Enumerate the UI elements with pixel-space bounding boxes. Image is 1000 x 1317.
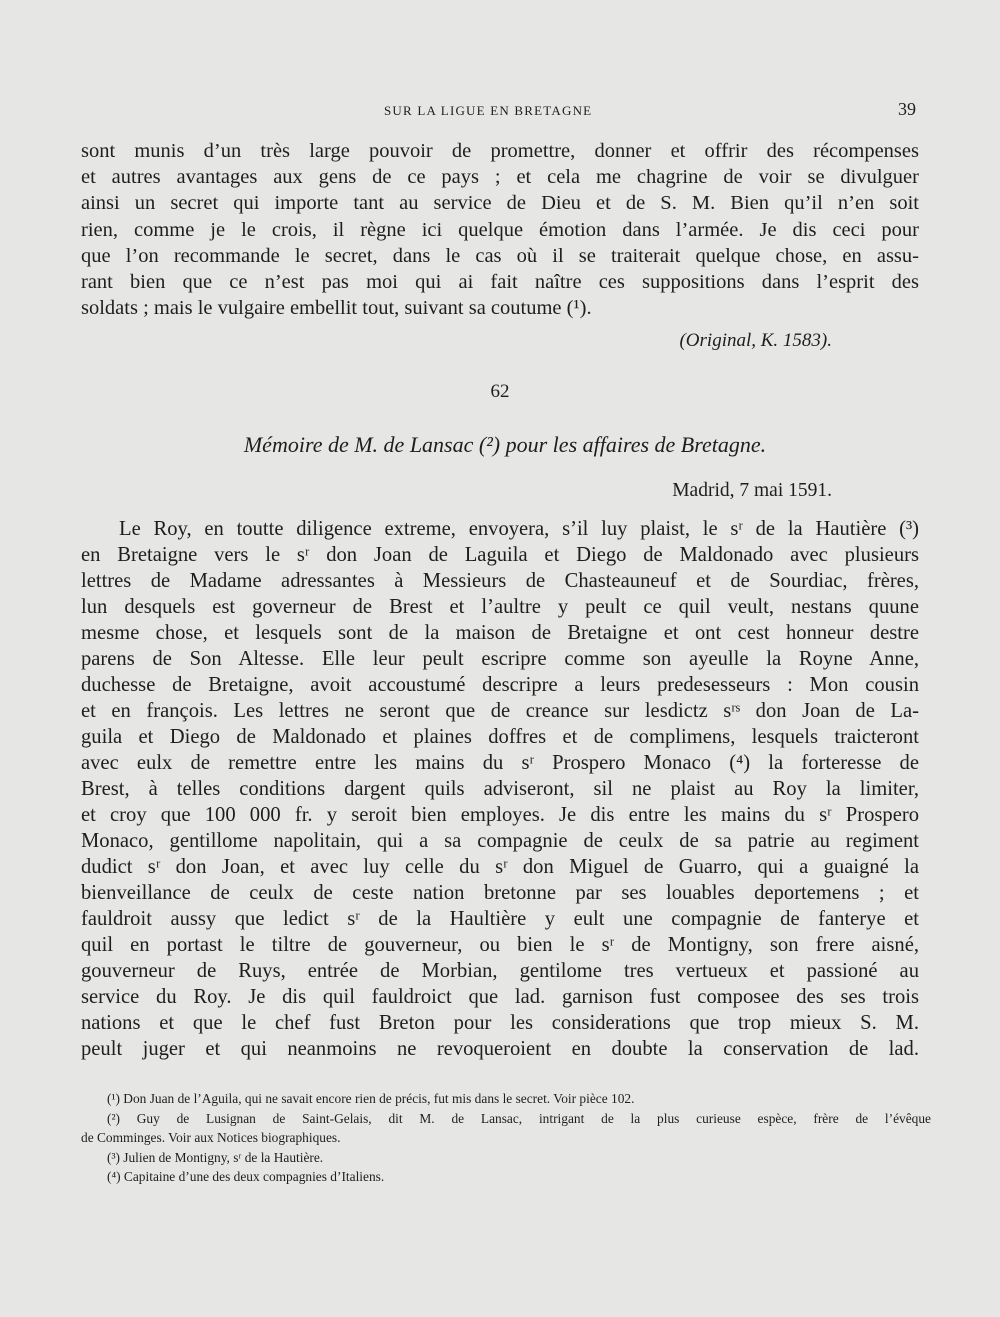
text-line: avec eulx de remettre entre les mains du sʳ Prospero Monaco (⁴) la forteresse de bbox=[81, 752, 919, 774]
text-line: duchesse de Bretaigne, avoit accoustumé descripre a leurs predesesseurs : Mon cousin bbox=[81, 674, 919, 696]
text-line: et autres avantages aux gens de ce pays ; et cela me chagrine de voir se divulguer bbox=[81, 166, 919, 189]
text-line: soldats ; mais le vulgaire embellit tout, suivant sa coutume (¹). bbox=[81, 297, 592, 320]
text-line: Le Roy, en toutte diligence extreme, envoyera, s’il luy plaist, le sʳ de la Hautière (³) bbox=[119, 518, 919, 540]
text-line: rien, comme je le crois, il règne ici quelque émotion dans l’armée. Je dis ceci pour bbox=[81, 218, 919, 241]
footnotes bbox=[81, 1089, 931, 1187]
text-line: et croy que 100 000 fr. y seroit bien employes. Je dis entre les mains du sʳ Prospero bbox=[81, 804, 919, 826]
text-line: Brest, à telles conditions dargent quils adviseront, sil ne plaist au Roy la limiter, bbox=[81, 778, 919, 800]
continued-paragraph bbox=[81, 138, 919, 321]
text-line: quil en portast le tiltre de gouverneur, ou bien le sʳ de Montigny, son frere aisné, bbox=[81, 934, 919, 956]
footnote-2: (²) Guy de Lusignan de Saint-Gelais, dit M. de Lansac, intrigant de la plus curieuse espèce, frère de l’évêque bbox=[107, 1110, 931, 1126]
text-line: nations et que le chef fust Breton pour les considerations que trop mieux S. M. bbox=[81, 1012, 919, 1034]
text-line: guila et Diego de Maldonado et plaines doffres et de complimens, lesquels traicteront bbox=[81, 726, 919, 748]
source-citation: (Original, K. 1583). bbox=[679, 330, 832, 351]
document-title: Mémoire de M. de Lansac (²) pour les affaires de Bretagne. bbox=[243, 432, 767, 457]
memoir-body bbox=[81, 516, 919, 1062]
text-line: parens de Son Altesse. Elle leur peult escripre comme son ayeulle la Royne Anne, bbox=[81, 648, 919, 670]
text-line: Monaco, gentillome napolitain, qui a sa compagnie de ceulx de sa patrie au regiment bbox=[81, 830, 919, 852]
footnote-1: (¹) Don Juan de l’Aguila, qui ne savait encore rien de précis, fut mis dans le secret. Voir pièce 102. bbox=[107, 1091, 635, 1106]
running-head bbox=[0, 99, 1000, 123]
footnote-2-continued: de Comminges. Voir aux Notices biographiques. bbox=[81, 1130, 341, 1145]
text-line: ainsi un secret qui importe tant au service de Dieu et de S. M. Bien qu’il n’en soit bbox=[81, 192, 919, 215]
footnote-3: (³) Julien de Montigny, sʳ de la Hautière. bbox=[107, 1149, 324, 1165]
page-number: 39 bbox=[898, 99, 916, 119]
text-line: sont munis d’un très large pouvoir de promettre, donner et offrir des récompenses bbox=[81, 140, 919, 162]
text-line: et en françois. Les lettres ne seront que de creance sur lesdictz sʳˢ don Joan de La- bbox=[81, 700, 919, 722]
text-line: gouverneur de Ruys, entrée de Morbian, gentilome tres vertueux et passioné au bbox=[81, 960, 919, 982]
text-line: que l’on recommande le secret, dans le cas où il se traiterait quelque chose, en assu- bbox=[81, 244, 919, 267]
running-head-title: SUR LA LIGUE EN BRETAGNE bbox=[384, 103, 593, 118]
text-line: rant bien que ce n’est pas moi qui ai fait naître ces suppositions dans l’esprit des bbox=[81, 271, 919, 294]
text-line: en Bretaigne vers le sʳ don Joan de Laguila et Diego de Maldonado avec plusieurs bbox=[81, 544, 919, 566]
text-line: bienveillance de ceulx de ceste nation bretonne par ses louables deportemens ; et bbox=[81, 882, 919, 904]
document-number: 62 bbox=[490, 381, 510, 402]
text-line: peult juger et qui neanmoins ne revoqueroient en doubte la conservation de lad. bbox=[81, 1038, 919, 1060]
document-dateline: Madrid, 7 mai 1591. bbox=[672, 480, 832, 501]
text-line: dudict sʳ don Joan, et avec luy celle du sʳ don Miguel de Guarro, qui a guaigné la bbox=[81, 856, 919, 878]
footnote-4: (⁴) Capitaine d’une des deux compagnies d’Italiens. bbox=[107, 1169, 385, 1184]
text-line: service du Roy. Je dis quil fauldroict que lad. garnison fust composee des ses trois bbox=[81, 986, 919, 1008]
text-line: lun desquels est governeur de Brest et l’aultre y peult ce quil veult, nestans quune bbox=[81, 596, 919, 618]
text-line: mesme chose, et lesquels sont de la maison de Bretaigne et ont cest honneur destre bbox=[81, 622, 919, 644]
text-line: fauldroit aussy que ledict sʳ de la Haultière y eult une compagnie de fanterye et bbox=[81, 908, 919, 930]
text-line: lettres de Madame adressantes à Messieurs de Chasteauneuf et de Sourdiac, frères, bbox=[81, 570, 919, 592]
